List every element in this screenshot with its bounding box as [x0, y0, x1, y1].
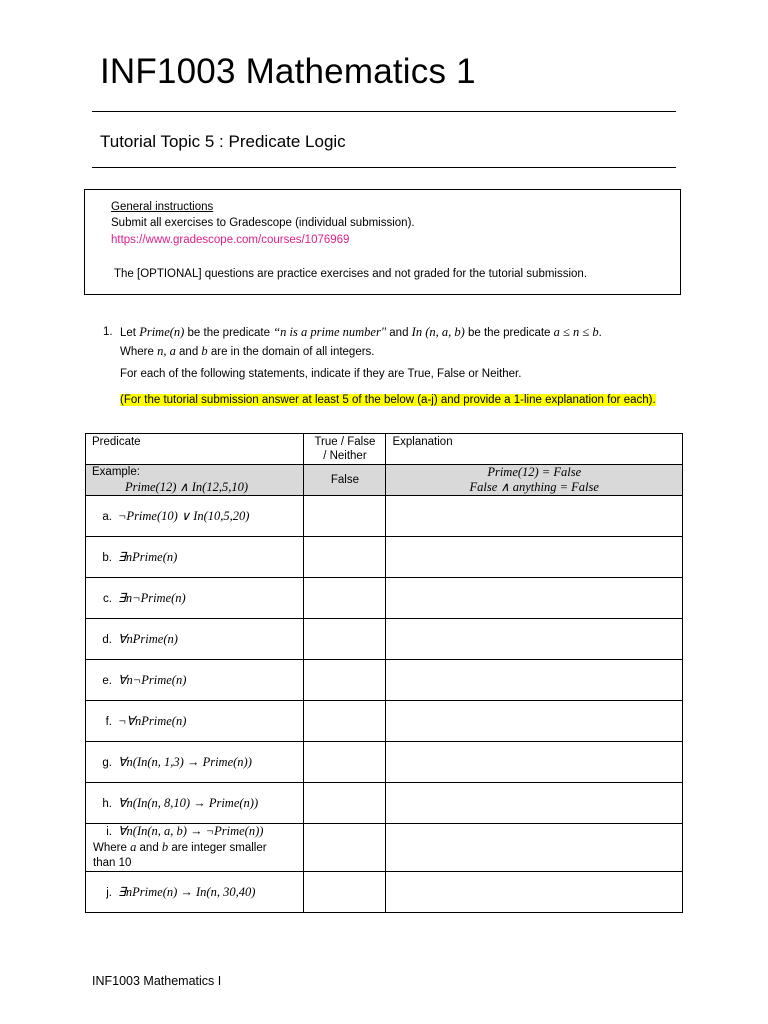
table-row	[86, 701, 683, 742]
page-footer: INF1003 Mathematics I	[92, 974, 222, 988]
explanation-cell[interactable]	[386, 578, 683, 619]
row-expression: ¬∀nPrime(n)	[118, 714, 187, 728]
row-label: d.	[102, 634, 112, 646]
row-expression: ∃n¬Prime(n)	[118, 591, 186, 605]
question-number: 1.	[103, 326, 113, 338]
row-expression: ∀nPrime(n)	[118, 632, 178, 646]
row-label: b.	[102, 552, 112, 564]
header-truth: True / False / Neither	[314, 436, 376, 462]
example-row	[86, 465, 683, 496]
answer-cell[interactable]	[304, 824, 386, 872]
table-row	[86, 496, 683, 537]
explanation-cell[interactable]	[386, 619, 683, 660]
question-definition-line: Let Prime(n) be the predicate “n is a prime number" and In (n, a, b) be the predicate a ≤ n ≤ b.	[120, 325, 602, 339]
explanation-cell[interactable]	[386, 537, 683, 578]
answer-cell[interactable]	[304, 783, 386, 824]
header-explanation: Explanation	[392, 436, 453, 448]
table-header-row	[86, 434, 683, 465]
title-divider	[92, 111, 676, 112]
gradescope-link[interactable]: https://www.gradescope.com/courses/1076969	[111, 234, 350, 246]
general-instructions-box	[84, 189, 681, 295]
answer-cell[interactable]	[304, 537, 386, 578]
subtitle-divider	[92, 167, 676, 168]
row-label: c.	[103, 593, 112, 605]
explanation-cell[interactable]	[386, 496, 683, 537]
answer-cell[interactable]	[304, 496, 386, 537]
table-row	[86, 783, 683, 824]
answer-cell[interactable]	[304, 742, 386, 783]
example-explanation-line2: False ∧ anything = False	[469, 480, 599, 494]
explanation-cell[interactable]	[386, 872, 683, 913]
table-row	[86, 872, 683, 913]
highlighted-submission-note: (For the tutorial submission answer at least 5 of the below (a-j) and provide a 1-line explanation for each).	[120, 394, 656, 406]
row-expression: ∀n(In(n, 8,10) → Prime(n))	[118, 796, 259, 810]
example-answer: False	[330, 474, 359, 486]
row-label: j.	[106, 887, 112, 899]
answer-cell[interactable]	[304, 578, 386, 619]
example-label: Example:	[92, 466, 140, 478]
row-label: e.	[102, 675, 112, 687]
table-row	[86, 660, 683, 701]
page-title: INF1003 Mathematics 1	[100, 52, 476, 91]
instructions-heading: General instructions	[111, 201, 214, 213]
row-label: f.	[105, 716, 112, 728]
explanation-cell[interactable]	[386, 783, 683, 824]
answer-cell[interactable]	[304, 701, 386, 742]
row-label: g.	[102, 757, 112, 769]
row-label: h.	[102, 798, 112, 810]
row-label: i.	[106, 826, 112, 838]
predicate-table	[85, 433, 683, 913]
table-row	[86, 824, 683, 872]
header-predicate: Predicate	[92, 436, 141, 448]
table-row	[86, 742, 683, 783]
answer-cell[interactable]	[304, 660, 386, 701]
answer-cell[interactable]	[304, 619, 386, 660]
table-row	[86, 537, 683, 578]
tutorial-subtitle: Tutorial Topic 5 : Predicate Logic	[100, 132, 346, 151]
row-expression: ∀n(In(n, 1,3) → Prime(n))	[118, 755, 252, 769]
example-expression: Prime(12) ∧ In(12,5,10)	[125, 480, 249, 494]
submission-instruction: Submit all exercises to Gradescope (individual submission).	[111, 217, 415, 229]
explanation-cell[interactable]	[386, 824, 683, 872]
row-label: a.	[102, 511, 112, 523]
row-expression: ∃nPrime(n)	[118, 550, 178, 564]
table-row	[86, 578, 683, 619]
row-expression: ∀n(In(n, a, b) → ¬Prime(n))	[118, 824, 264, 838]
optional-note: The [OPTIONAL] questions are practice exercises and not graded for the tutorial submission.	[114, 268, 588, 280]
row-expression: ¬Prime(10) ∨ In(10,5,20)	[118, 509, 250, 523]
explanation-cell[interactable]	[386, 660, 683, 701]
explanation-cell[interactable]	[386, 701, 683, 742]
table-row	[86, 619, 683, 660]
answer-cell[interactable]	[304, 872, 386, 913]
row-condition: Where a and b are integer smaller	[93, 840, 267, 854]
row-expression: ∀n¬Prime(n)	[118, 673, 187, 687]
example-explanation-line1: Prime(12) = False	[487, 465, 582, 479]
question-instruction: For each of the following statements, indicate if they are True, False or Neither.	[120, 368, 522, 380]
explanation-cell[interactable]	[386, 742, 683, 783]
question-domain-line: Where n, a and b are in the domain of all integers.	[120, 344, 375, 358]
row-condition-cont: than 10	[93, 857, 132, 869]
row-expression: ∃nPrime(n) → In(n, 30,40)	[118, 885, 256, 899]
